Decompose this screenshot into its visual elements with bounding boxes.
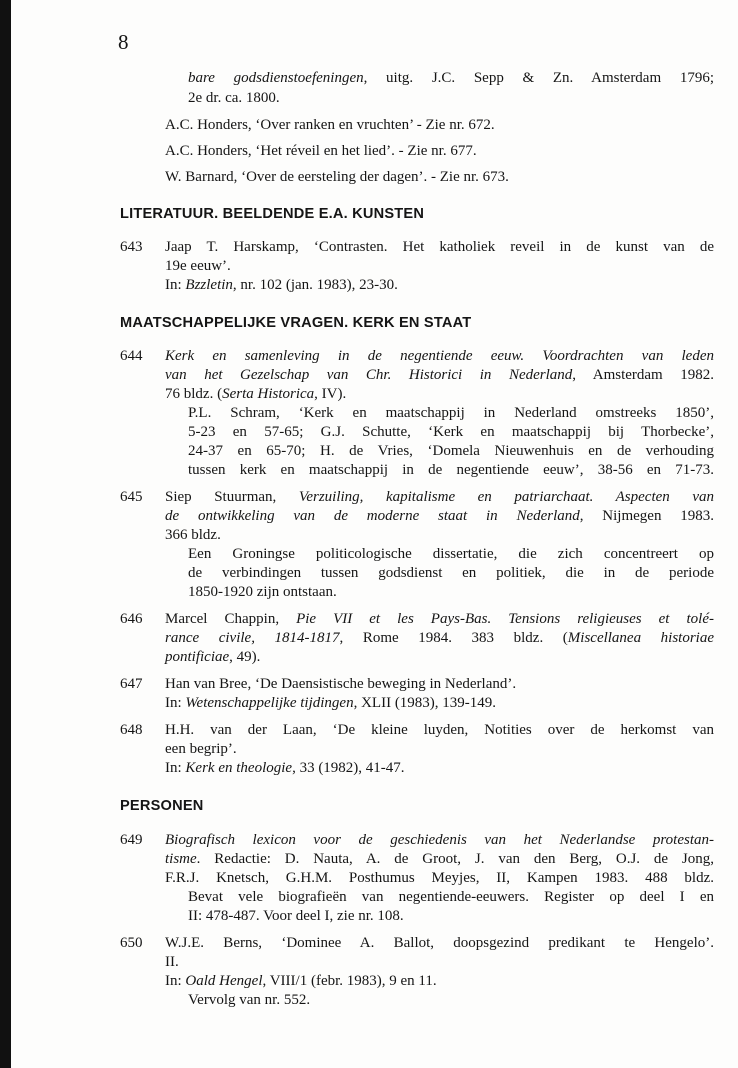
entry-line: Jaap T. Harskamp, ‘Contrasten. Het katholiek reveil in de kunst van de: [165, 239, 714, 255]
entry-line: Siep Stuurman, Verzuiling, kapitalisme en patriarchaat. Aspecten van: [165, 489, 714, 505]
entry-line: de ontwikkeling van de moderne staat in Nederland, Nijmegen 1983.: [165, 508, 714, 524]
entry-number: 644: [120, 348, 143, 364]
entry-line: Biografisch lexicon voor de geschiedenis van het Nederlandse protestan-: [165, 832, 714, 848]
section-heading-maatschappelijke: MAATSCHAPPELIJKE VRAGEN. KERK EN STAAT: [120, 315, 472, 331]
entry-note-line: 5-23 en 57-65; G.J. Schutte, ‘Kerk en maatschappij bij Thorbecke’,: [188, 424, 714, 440]
entry-line: In: Wetenschappelijke tijdingen, XLII (1983), 139-149.: [165, 695, 497, 711]
entry-note-line: II: 478-487. Voor deel I, zie nr. 108.: [188, 908, 404, 924]
entry-line: H.H. van der Laan, ‘De kleine luyden, Notities over de herkomst van: [165, 722, 714, 738]
entry-line: II.: [165, 954, 179, 970]
entry-line: van het Gezelschap van Chr. Historici in Nederland, Amsterdam 1982.: [165, 367, 715, 383]
entry-line: rance civile, 1814-1817, Rome 1984. 383 bldz. (Miscellanea historiae: [165, 630, 714, 646]
entry-note-line: 1850-1920 zijn ontstaan.: [188, 584, 337, 600]
entry-number: 645: [120, 489, 143, 505]
entry-note-line: tussen kerk en maatschappij in de negentiende eeuw’, 38-56 en 71-73.: [188, 462, 714, 478]
intro-line-1: bare godsdienstoefeningen, uitg. J.C. Sepp & Zn. Amsterdam 1796;: [188, 70, 714, 86]
entry-note-line: P.L. Schram, ‘Kerk en maatschappij in Nederland omstreeks 1850’,: [188, 405, 714, 421]
entry-number: 646: [120, 611, 143, 627]
entry-note-line: Een Groningse politicologische dissertatie, die zich concentreert op: [188, 546, 714, 562]
intro-line-2: 2e dr. ca. 1800.: [188, 90, 280, 106]
entry-number: 643: [120, 239, 143, 255]
entry-line: In: Kerk en theologie, 33 (1982), 41-47.: [165, 760, 405, 776]
entry-line: 366 bldz.: [165, 527, 221, 543]
entry-line: In: Bzzletin, nr. 102 (jan. 1983), 23-30.: [165, 277, 398, 293]
entry-line: een begrip’.: [165, 741, 237, 757]
entry-line: 19e eeuw’.: [165, 258, 231, 274]
entry-line: Marcel Chappin, Pie VII et les Pays-Bas. Tensions religieuses et tolé-: [165, 611, 714, 627]
reference-line: A.C. Honders, ‘Over ranken en vruchten’ - Zie nr. 672.: [165, 117, 495, 133]
entry-number: 649: [120, 832, 143, 848]
entry-line: Han van Bree, ‘De Daensistische beweging in Nederland’.: [165, 676, 517, 692]
entry-line: 76 bldz. (Serta Historica, IV).: [165, 386, 347, 402]
entry-line: pontificiae, 49).: [165, 649, 261, 665]
entry-note-line: de verbindingen tussen godsdienst en politiek, die in de periode: [188, 565, 714, 581]
entry-line: F.R.J. Knetsch, G.H.M. Posthumus Meyjes, II, Kampen 1983. 488 bldz.: [165, 870, 714, 886]
entry-line: W.J.E. Berns, ‘Dominee A. Ballot, doopsgezind predikant te Hengelo’.: [165, 935, 714, 951]
reference-line: A.C. Honders, ‘Het réveil en het lied’. - Zie nr. 677.: [165, 143, 477, 159]
reference-line: W. Barnard, ‘Over de eersteling der dagen’. - Zie nr. 673.: [165, 169, 509, 185]
entry-number: 647: [120, 676, 143, 692]
entry-number: 650: [120, 935, 143, 951]
section-heading-personen: PERSONEN: [120, 798, 204, 814]
entry-line: In: Oald Hengel, VIII/1 (febr. 1983), 9 en 11.: [165, 973, 437, 989]
entry-note-line: 24-37 en 65-70; H. de Vries, ‘Domela Nieuwenhuis en de verhouding: [188, 443, 714, 459]
entry-number: 648: [120, 722, 143, 738]
entry-note-line: Vervolg van nr. 552.: [188, 992, 311, 1008]
entry-line: Kerk en samenleving in de negentiende eeuw. Voordrachten van leden: [165, 348, 714, 364]
page-edge-bar: [0, 0, 11, 1068]
entry-line: tisme. Redactie: D. Nauta, A. de Groot, J. van den Berg, O.J. de Jong,: [165, 851, 714, 867]
entry-note-line: Bevat vele biografieën van negentiende-eeuwers. Register op deel I en: [188, 889, 714, 905]
page-number: 8: [118, 30, 129, 54]
section-heading-literatuur: LITERATUUR. BEELDENDE E.A. KUNSTEN: [120, 206, 425, 222]
